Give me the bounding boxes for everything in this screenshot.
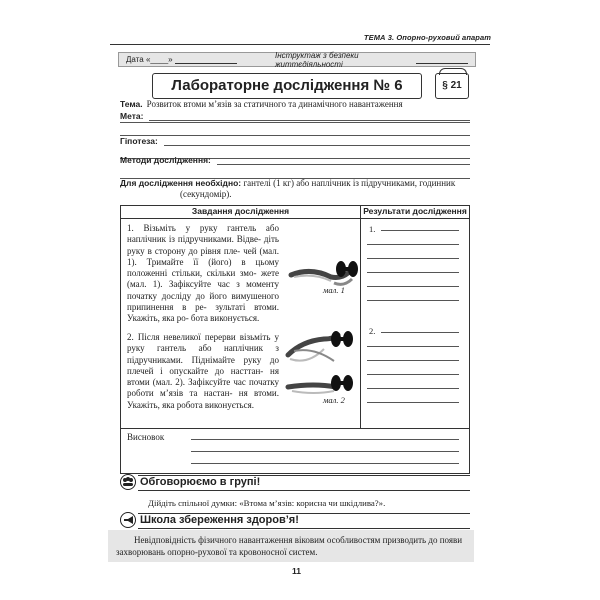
result-2-line-2[interactable]	[367, 337, 459, 347]
health-band	[138, 513, 470, 529]
task-2-text: Після невеликої перерви візьміть у руку гантель або наплічник з підручниками. Піднімайте руку до плечей і опускайте до насттан- ня втоми (мал. 2). Зафіксуйте час початку роботи м’язів та настан- ня втоми. Укажіть, яка робота виконується.	[127, 332, 279, 410]
result-1-field[interactable]	[381, 221, 459, 231]
result-1-line-3[interactable]	[367, 249, 459, 259]
methods-label: Методи дослідження:	[120, 155, 211, 165]
result-2-line-5[interactable]	[367, 379, 459, 389]
instruction-label: Інструктаж з безпеки життєдіяльності	[275, 50, 359, 69]
page-title: Лабораторне дослідження № 6	[152, 73, 422, 99]
task-1-number: 1.	[127, 223, 134, 233]
methods-field[interactable]	[217, 156, 470, 165]
needed-text-2: (секундомір).	[180, 189, 232, 199]
figure-2-caption: мал. 2	[323, 395, 345, 405]
conclusion-line-3[interactable]	[191, 455, 459, 464]
result-2-line-3[interactable]	[367, 351, 459, 361]
needed-label: Для дослідження необхідно:	[120, 178, 242, 188]
discuss-band	[138, 475, 470, 491]
discuss-title: Обговорюємо в групі!	[140, 476, 261, 488]
date-label: Дата «____»	[126, 55, 173, 64]
result-2-number: 2.	[369, 326, 376, 336]
theme-row	[120, 99, 470, 109]
result-2-line-4[interactable]	[367, 365, 459, 375]
task-2-number: 2.	[127, 332, 134, 342]
hypothesis-field[interactable]	[164, 137, 470, 146]
goal-field[interactable]	[149, 112, 470, 121]
conclusion-label: Висновок	[127, 432, 165, 442]
task-1	[127, 223, 279, 325]
instruction-field[interactable]	[416, 55, 468, 64]
date-bar	[118, 52, 476, 67]
theme-label: Тема.	[120, 99, 143, 109]
hypothesis-row	[120, 136, 470, 146]
result-1-number: 1.	[369, 224, 376, 234]
needed-row	[120, 178, 470, 188]
megaphone-icon	[120, 512, 136, 528]
result-1-line-2[interactable]	[367, 235, 459, 245]
group-icon	[120, 474, 136, 490]
paragraph-badge	[435, 73, 469, 99]
goal-field-line-2[interactable]	[120, 122, 470, 123]
hypothesis-label: Гіпотеза:	[120, 136, 158, 146]
topic-header: ТЕМА 3. Опорно-руховий апарат	[363, 33, 491, 42]
figure-1-caption: мал. 1	[323, 285, 345, 295]
task-table	[120, 205, 470, 474]
task-2	[127, 332, 279, 411]
methods-row	[120, 155, 470, 165]
result-1-line-4[interactable]	[367, 263, 459, 273]
result-1-line-5[interactable]	[367, 277, 459, 287]
task-1-text: Візьміть у руку гантель або наплічник із підручниками. Відве- діть руку в сторону до рівня пле- чей (мал. 1). Тримайте її (його) в цьому положенні стільки, скільки змо- жете (мал. 1). Зафіксуйте час з моменту початку досліду до його вимушеного припинення в ре- зультаті втоми. Укажіть, яка ро- бота виконується.	[127, 223, 280, 324]
conclusion-cell	[121, 429, 470, 474]
discuss-text: Дійдіть спільної думки: «Втома м’язів: корисна чи шкідлива?».	[148, 498, 386, 508]
col-results-header: Результати дослідження	[361, 206, 470, 219]
result-2-line-6[interactable]	[367, 393, 459, 403]
needed-row-2	[180, 189, 470, 199]
header-rule	[110, 44, 490, 45]
needed-text: гантелі (1 кг) або наплічник із підручниками, годинник	[243, 178, 456, 188]
date-field[interactable]	[175, 55, 237, 64]
goal-label: Мета:	[120, 111, 144, 121]
result-2-field[interactable]	[381, 323, 459, 333]
col-task-header: Завдання дослідження	[121, 206, 361, 219]
conclusion-line-2[interactable]	[191, 443, 459, 452]
results-cell	[361, 219, 470, 429]
result-1-line-6[interactable]	[367, 291, 459, 301]
goal-row	[120, 111, 470, 121]
task-cell	[121, 219, 361, 429]
paragraph-number: § 21	[442, 80, 462, 91]
page-number: 11	[292, 566, 301, 576]
health-title: Школа збереження здоров’я!	[140, 514, 299, 526]
theme-text: Розвиток втоми м’язів за статичного та динамічного навантаження	[146, 99, 403, 109]
conclusion-line-1[interactable]	[191, 431, 459, 440]
health-text: Невідповідність фізичного навантаження віковим особливостям призводить до появи захворювань опорно-рухової та кровоносної систем.	[108, 530, 474, 562]
